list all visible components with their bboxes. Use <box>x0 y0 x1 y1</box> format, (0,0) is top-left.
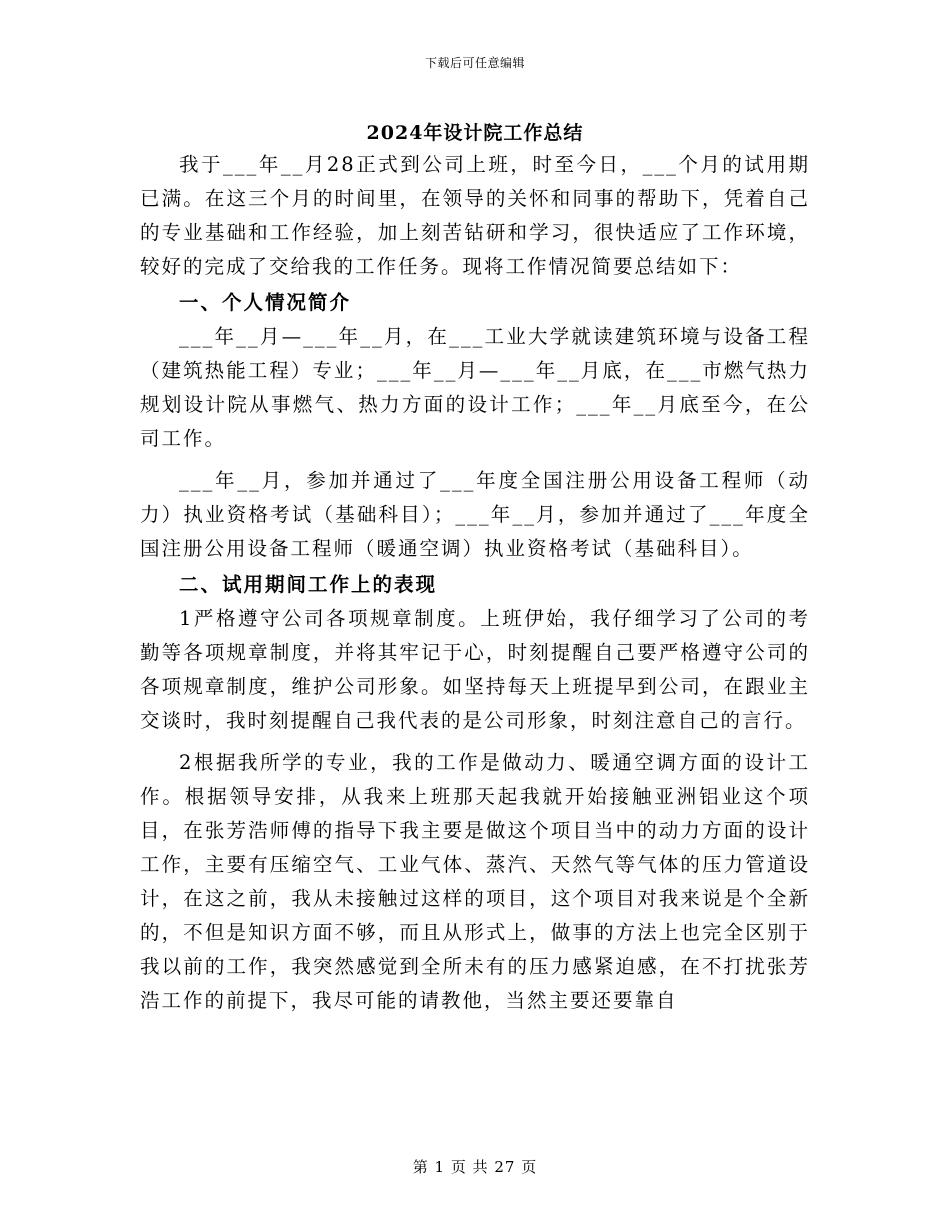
education-paragraph: ___年__月—___年__月，在___工业大学就读建筑环境与设备工程（建筑热能工程）专业；___年__月—___年__月底，在___市燃气热力规划设计院从事燃气、热力方面的设计工作；___年__月底至今，在公司工作。 <box>140 325 810 450</box>
document-title: 2024年设计院工作总结 <box>366 122 584 144</box>
section-heading-personal: 一、个人情况简介 <box>179 291 352 314</box>
design-work-paragraph: 2根据我所学的专业，我的工作是做动力、暖通空调方面的设计工作。根据领导安排，从我来上班那天起我就开始接触亚洲铝业这个项目，在张芳浩师傅的指导下我主要是做这个项目当中的动力方面的设计工作，主要有压缩空气、工业气体、蒸汽、天然气等气体的压力管道设计，在这之前，我从未接触过这样的项目，这个项目对我来说是个全新的，不但是知识方面不够，而且从形式上，做事的方法上也完全区别于我以前的工作，我突然感觉到全所未有的压力感紧迫感，在不打扰张芳浩工作的前提下，我尽可能的请教他，当然主要还要靠自 <box>140 751 810 1012</box>
document-body <box>140 148 810 1018</box>
header-note: 下载后可任意编辑 <box>424 56 525 70</box>
rules-paragraph: 1严格遵守公司各项规章制度。上班伊始，我仔细学习了公司的考勤等各项规章制度，并将其牢记于心，时刻提醒自己要严格遵守公司的各项规章制度，维护公司形象。如坚持每天上班提早到公司，在跟业主交谈时，我时刻提醒自己我代表的是公司形象，时刻注意自己的言行。 <box>140 607 810 732</box>
intro-paragraph: 我于___年__月28正式到公司上班，时至今日，___个月的试用期已满。在这三个月的时间里，在领导的关怀和同事的帮助下，凭着自己的专业基础和工作经验，加上刻苦钻研和学习，很快适应了工作环境，较好的完成了交给我的工作任务。现将工作情况简要总结如下： <box>140 153 810 278</box>
certification-paragraph: ___年__月，参加并通过了___年度全国注册公用设备工程师（动力）执业资格考试（基础科目）；___年__月，参加并通过了___年度全国注册公用设备工程师（暖通空调）执业资格考试（基础科目）。 <box>140 469 810 560</box>
page-number: 第 1 页 共 27 页 <box>412 1158 538 1176</box>
section-heading-performance: 二、试用期间工作上的表现 <box>179 573 438 596</box>
